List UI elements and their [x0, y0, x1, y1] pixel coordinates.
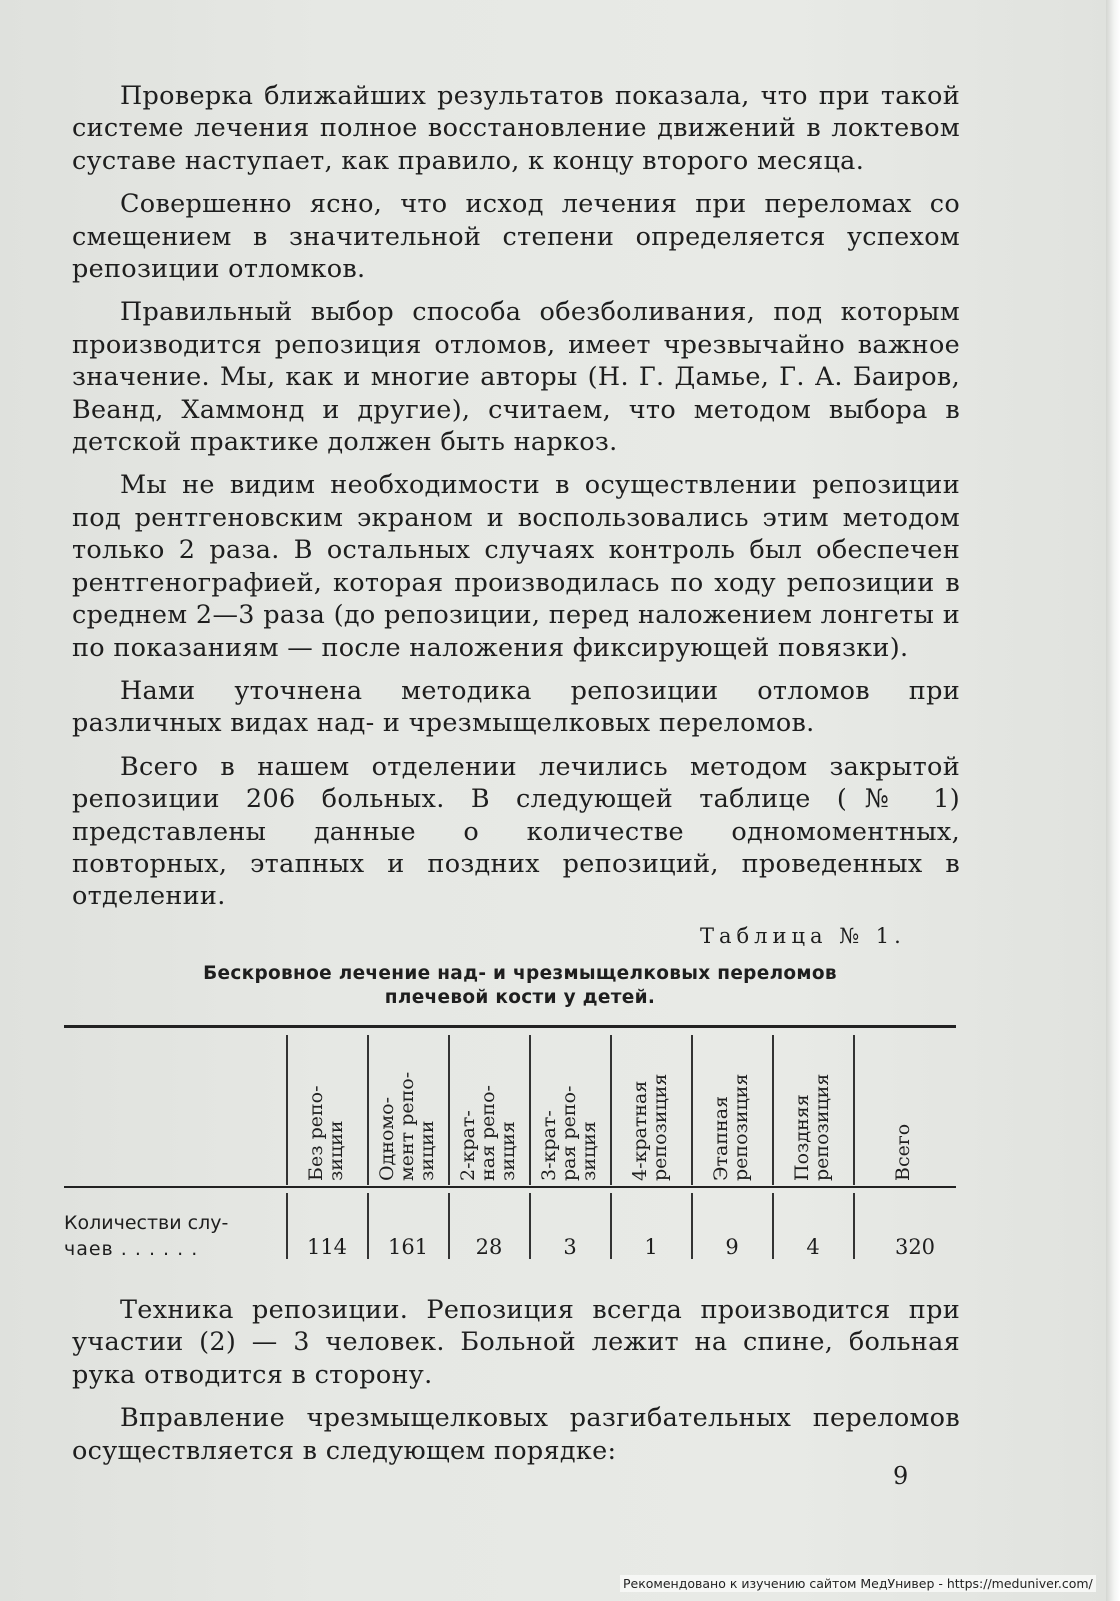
page-edge — [1106, 0, 1120, 1601]
paragraph: Нами уточнена методика репозиции отломов при различных видах над- и чрезмыщелковых переломов. — [72, 675, 960, 739]
table-cell: 161 — [387, 1235, 429, 1259]
paragraph: Вправление чрезмыщелковых разгибательных переломов осуществляется в следующем порядке: — [72, 1403, 960, 1466]
paragraph: Всего в нашем отделении лечились методом закрытой репозиции 206 больных. В следующей таблице (№ 1) представлены данные о количестве одномоментных, повторных, этапных и поздних репозиций, проведенных в отделении. — [72, 751, 960, 912]
column-header-label: 3-крат- рая репо- зиция — [538, 1085, 600, 1181]
paragraph: Совершенно ясно, что исход лечения при переломах со смещением в значительной степени определяется успехом репозиции отломков. — [72, 189, 960, 285]
column-header-label: Этапная репозиция — [710, 1073, 752, 1181]
column-header — [449, 1033, 527, 1181]
watermark: Рекомендовано к изучению сайтом МедУнивер - https://meduniver.com/ — [620, 1575, 1096, 1592]
body-text — [72, 80, 960, 924]
statistics-table — [64, 1025, 956, 1265]
column-header — [287, 1033, 365, 1181]
row-label-line: Количестви слу- — [64, 1212, 229, 1234]
table-cell: 114 — [306, 1235, 348, 1259]
table-cell: 1 — [644, 1235, 658, 1259]
table-cell: 4 — [806, 1235, 820, 1259]
row-label-line: чаев . . . . . . — [64, 1238, 199, 1260]
column-header — [368, 1033, 446, 1181]
column-header — [692, 1033, 770, 1181]
table-title — [140, 962, 900, 1010]
table-header-rule — [64, 1186, 956, 1188]
column-header-label: 4-кратная репозиция — [629, 1073, 671, 1181]
column-header — [611, 1033, 689, 1181]
table-caption: Таблица № 1. — [700, 924, 906, 948]
column-header-label: Одномо- мент репо- зиции — [376, 1071, 438, 1181]
table-cell: 28 — [475, 1235, 503, 1259]
table-cell: 9 — [725, 1235, 739, 1259]
column-header-label: Всего — [892, 1123, 914, 1181]
table-cell: 3 — [563, 1235, 577, 1259]
column-header-label: Без репо- зиции — [305, 1085, 347, 1181]
paragraph: Техника репозиции. Репозиция всегда производится при участии (2) — 3 человек. Больной лежит на спине, больная рука отводится в сторону. — [72, 1295, 960, 1390]
body-text-continued — [72, 1294, 960, 1478]
column-header — [530, 1033, 608, 1181]
column-divider — [853, 1193, 855, 1259]
paragraph: Проверка ближайших результатов показала, что при такой системе лечения полное восстановление движений в локтевом суставе наступает, как правило, к концу второго месяца. — [72, 81, 960, 176]
table-cell: 320 — [894, 1235, 936, 1259]
column-header-label: 2-крат- ная репо- зиция — [457, 1085, 519, 1181]
column-header-label: Поздняя репозиция — [791, 1073, 833, 1181]
table-title-line: Бескровное лечение над- и чрезмыщелковых переломов — [203, 963, 837, 984]
column-header — [773, 1033, 851, 1181]
column-header — [864, 1033, 942, 1181]
paragraph: Мы не видим необходимости в осуществлении репозиции под рентгеновским экраном и воспользовались этим методом только 2 раза. В остальных случаях контроль был обеспечен рентгенографией, которая производилась по ходу репозиции в среднем 2—3 раза (до репозиции, перед наложением лонгеты и по показаниям — после наложения фиксирующей повязки). — [72, 470, 960, 663]
page-number: 9 — [893, 1462, 909, 1490]
row-label — [64, 1210, 286, 1262]
column-divider — [853, 1035, 855, 1185]
paragraph: Правильный выбор способа обезболивания, под которым производится репозиция отломов, имеет чрезвычайно важное значение. Мы, как и многие авторы (Н. Г. Дамье, Г. А. Баиров, Веанд, Хаммонд и другие), считаем, что методом выбора в детской практике должен быть наркоз. — [72, 297, 960, 458]
table-title-line: плечевой кости у детей. — [384, 987, 656, 1008]
table-top-rule — [64, 1025, 956, 1028]
